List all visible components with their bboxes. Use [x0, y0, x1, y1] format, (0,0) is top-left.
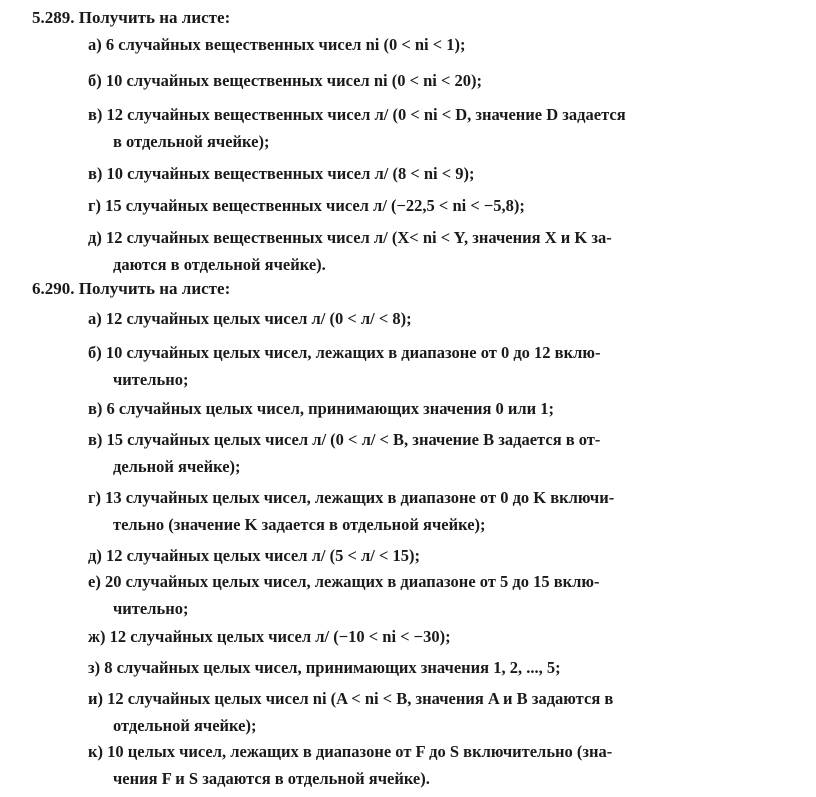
item-line: д) 12 случайных вещественных чисел л/ (X< ni < Y, значения X и K за-: [88, 228, 612, 247]
list-item: [88, 395, 740, 422]
list-item: [88, 623, 740, 650]
list-item: [88, 305, 740, 332]
item-line: г) 15 случайных вещественных чисел л/ (−22,5 < ni < −5,8);: [88, 196, 525, 215]
item-line-continuation: дельной ячейке);: [113, 457, 241, 476]
item-line-continuation: чительно;: [113, 599, 189, 618]
list-item: [88, 224, 740, 278]
list-item: [88, 192, 740, 219]
list-item: [88, 484, 740, 538]
list-item: [88, 339, 740, 393]
item-line: ж) 12 случайных целых чисел л/ (−10 < ni < −30);: [88, 627, 451, 646]
item-line-continuation: даются в отдельной ячейке).: [113, 255, 326, 274]
item-line: а) 6 случайных вещественных чисел ni (0 < ni < 1);: [88, 35, 466, 54]
list-item: [88, 654, 740, 681]
item-line: в) 6 случайных целых чисел, принимающих значения 0 или 1;: [88, 399, 555, 418]
item-line: б) 10 случайных вещественных чисел ni (0 < ni < 20);: [88, 71, 483, 90]
item-line: з) 8 случайных целых чисел, принимающих значения 1, 2, ..., 5;: [88, 658, 561, 677]
item-line: д) 12 случайных целых чисел л/ (5 < л/ < 15);: [88, 546, 420, 565]
problem-heading: 5.289. Получить на листе:: [32, 8, 231, 27]
list-item: [88, 568, 740, 622]
list-item: [88, 426, 740, 480]
item-line: г) 13 случайных целых чисел, лежащих в диапазоне от 0 до K включи-: [88, 488, 615, 507]
item-line: и) 12 случайных целых чисел ni (A < ni < B, значения A и B задаются в: [88, 689, 614, 708]
item-line: в) 10 случайных вещественных чисел л/ (8 < ni < 9);: [88, 164, 475, 183]
list-item: [88, 685, 740, 739]
item-line-continuation: отдельной ячейке);: [113, 716, 257, 735]
item-line: в) 12 случайных вещественных чисел л/ (0 < ni < D, значение D задается: [88, 105, 626, 124]
item-line: а) 12 случайных целых чисел л/ (0 < л/ < 8);: [88, 309, 412, 328]
item-line: б) 10 случайных целых чисел, лежащих в диапазоне от 0 до 12 вклю-: [88, 343, 601, 362]
item-line-continuation: чительно;: [113, 370, 189, 389]
item-line-continuation: чения F и S задаются в отдельной ячейке).: [113, 769, 430, 788]
list-item: [88, 31, 740, 58]
item-line: е) 20 случайных целых чисел, лежащих в диапазоне от 5 до 15 вклю-: [88, 572, 600, 591]
problem-heading: 6.290. Получить на листе:: [32, 279, 231, 298]
list-item: [88, 67, 740, 94]
list-item: [88, 542, 740, 569]
list-item: [88, 738, 740, 792]
item-line-continuation: в отдельной ячейке);: [113, 132, 270, 151]
item-line: к) 10 целых чисел, лежащих в диапазоне от F до S включительно (зна-: [88, 742, 613, 761]
list-item: [88, 101, 740, 155]
list-item: [88, 160, 740, 187]
item-line: в) 15 случайных целых чисел л/ (0 < л/ < B, значение B задается в от-: [88, 430, 601, 449]
item-line-continuation: тельно (значение K задается в отдельной ячейке);: [113, 515, 486, 534]
